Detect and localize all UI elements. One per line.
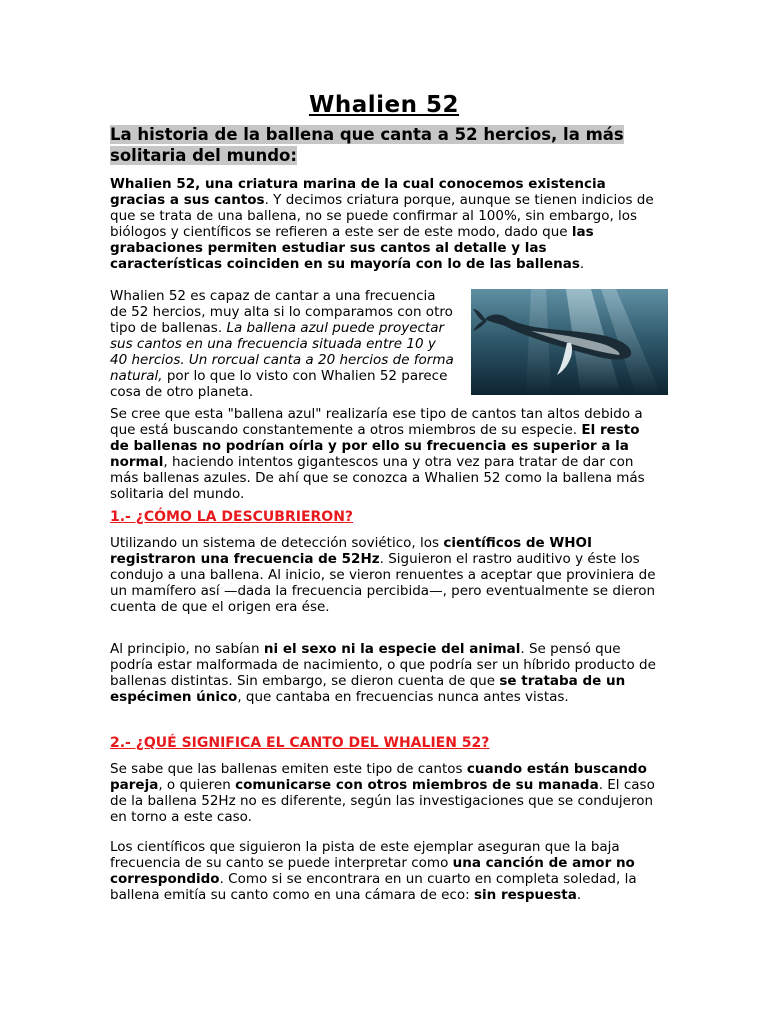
intro-bold-1: Whalien 52, una criatura marina de la cual conocemos existencia gracias a sus cantos bbox=[110, 176, 606, 208]
frequency-paragraph bbox=[110, 288, 455, 400]
meaning-paragraph bbox=[110, 761, 660, 825]
unknown-paragraph bbox=[110, 641, 660, 705]
intro-bold-2: las grabaciones permiten estudiar sus cantos al detalle y las características coinciden en su mayoría con lo de las ballenas bbox=[110, 224, 594, 272]
lonely-text-2: , haciendo intentos gigantescos una y otra vez para tratar de dar con más ballenas azules. De ahí que se conozca a Whalien 52 como la ballena más solitaria del mundo. bbox=[110, 454, 645, 502]
unknown-text-1: Al principio, no sabían bbox=[110, 641, 264, 657]
whale-photo bbox=[471, 289, 668, 395]
intro-paragraph bbox=[110, 176, 660, 272]
love-paragraph bbox=[110, 839, 660, 903]
love-text-2: . Como si se encontrara en un cuarto en completa soledad, la ballena emitía su canto como en una cámara de eco: bbox=[110, 871, 637, 903]
love-text-1: Los científicos que siguieron la pista de este ejemplar aseguran que la baja frecuencia de su canto se puede interpretar como bbox=[110, 839, 620, 871]
lonely-bold-1: El resto de ballenas no podrían oírla y por ello su frecuencia es superior a la normal bbox=[110, 422, 640, 470]
discovery-text-1: Utilizando un sistema de detección soviético, los bbox=[110, 535, 444, 551]
meaning-bold-2: comunicarse con otros miembros de su manada bbox=[235, 777, 599, 793]
frequency-italic: La ballena azul puede proyectar sus cantos en una frecuencia situada entre 10 y 40 hercios. Un rorcual canta a 20 hercios de forma natural, bbox=[110, 320, 454, 384]
intro-text-2: . bbox=[579, 256, 585, 272]
meaning-text-1: Se sabe que las ballenas emiten este tipo de cantos bbox=[110, 761, 467, 777]
unknown-bold-1: ni el sexo ni la especie del animal bbox=[263, 641, 521, 657]
love-bold-1: una canción de amor no correspondido bbox=[110, 855, 635, 887]
lonely-text-1: Se cree que esta "ballena azul" realizaría ese tipo de cantos tan altos debido a que está buscando constantemente a otros miembros de su especie. bbox=[110, 406, 643, 438]
frequency-text-2: por lo que lo visto con Whalien 52 parece cosa de otro planeta. bbox=[110, 368, 448, 400]
unknown-text-3: , que cantaba en frecuencias nunca antes vistas. bbox=[237, 689, 569, 705]
subtitle-highlight: La historia de la ballena que canta a 52 hercios, la más solitaria del mundo: bbox=[110, 125, 624, 165]
intro-text-1: . Y decimos criatura porque, aunque se tienen indicios de que se trata de una ballena, no se puede confirmar al 100%, sin embargo, los biólogos y científicos se refieren a este ser de este modo, dado que bbox=[110, 192, 654, 240]
discovery-bold-1: científicos de WHOI registraron una frecuencia de 52Hz bbox=[110, 535, 593, 567]
discovery-paragraph bbox=[110, 535, 660, 615]
love-text-3: . bbox=[576, 887, 582, 903]
meaning-text-3: . El caso de la ballena 52Hz no es diferente, según las investigaciones que se condujeron en torno a este caso. bbox=[110, 777, 655, 825]
frequency-text-1: Whalien 52 es capaz de cantar a una frecuencia de 52 hercios, muy alta si lo comparamos con otro tipo de ballenas. bbox=[110, 288, 453, 336]
discovery-text-2: . Siguieron el rastro auditivo y éste los condujo a una ballena. Al inicio, se vieron renuentes a aceptar que proviniera de un mamífero así —dada la frecuencia percibida—, pero eventualmente se dieron cuenta de que el origen era ése. bbox=[110, 551, 656, 615]
love-bold-2: sin respuesta bbox=[474, 887, 577, 903]
meaning-bold-1: cuando están buscando pareja bbox=[110, 761, 647, 793]
section-heading-discovery: 1.- ¿CÓMO LA DESCUBRIERON? bbox=[110, 509, 354, 525]
page-subtitle bbox=[110, 124, 640, 166]
lonely-paragraph bbox=[110, 406, 660, 502]
page-title: Whalien 52 bbox=[308, 92, 460, 118]
meaning-text-2: , o quieren bbox=[158, 777, 236, 793]
section-heading-meaning: 2.- ¿QUÉ SIGNIFICA EL CANTO DEL WHALIEN 52? bbox=[110, 735, 490, 751]
unknown-text-2: . Se pensó que podría estar malformada de nacimiento, o que podría ser un híbrido producto de ballenas distintas. Sin embargo, se dieron cuenta de que bbox=[110, 641, 656, 689]
unknown-bold-2: se trataba de un espécimen único bbox=[110, 673, 626, 705]
